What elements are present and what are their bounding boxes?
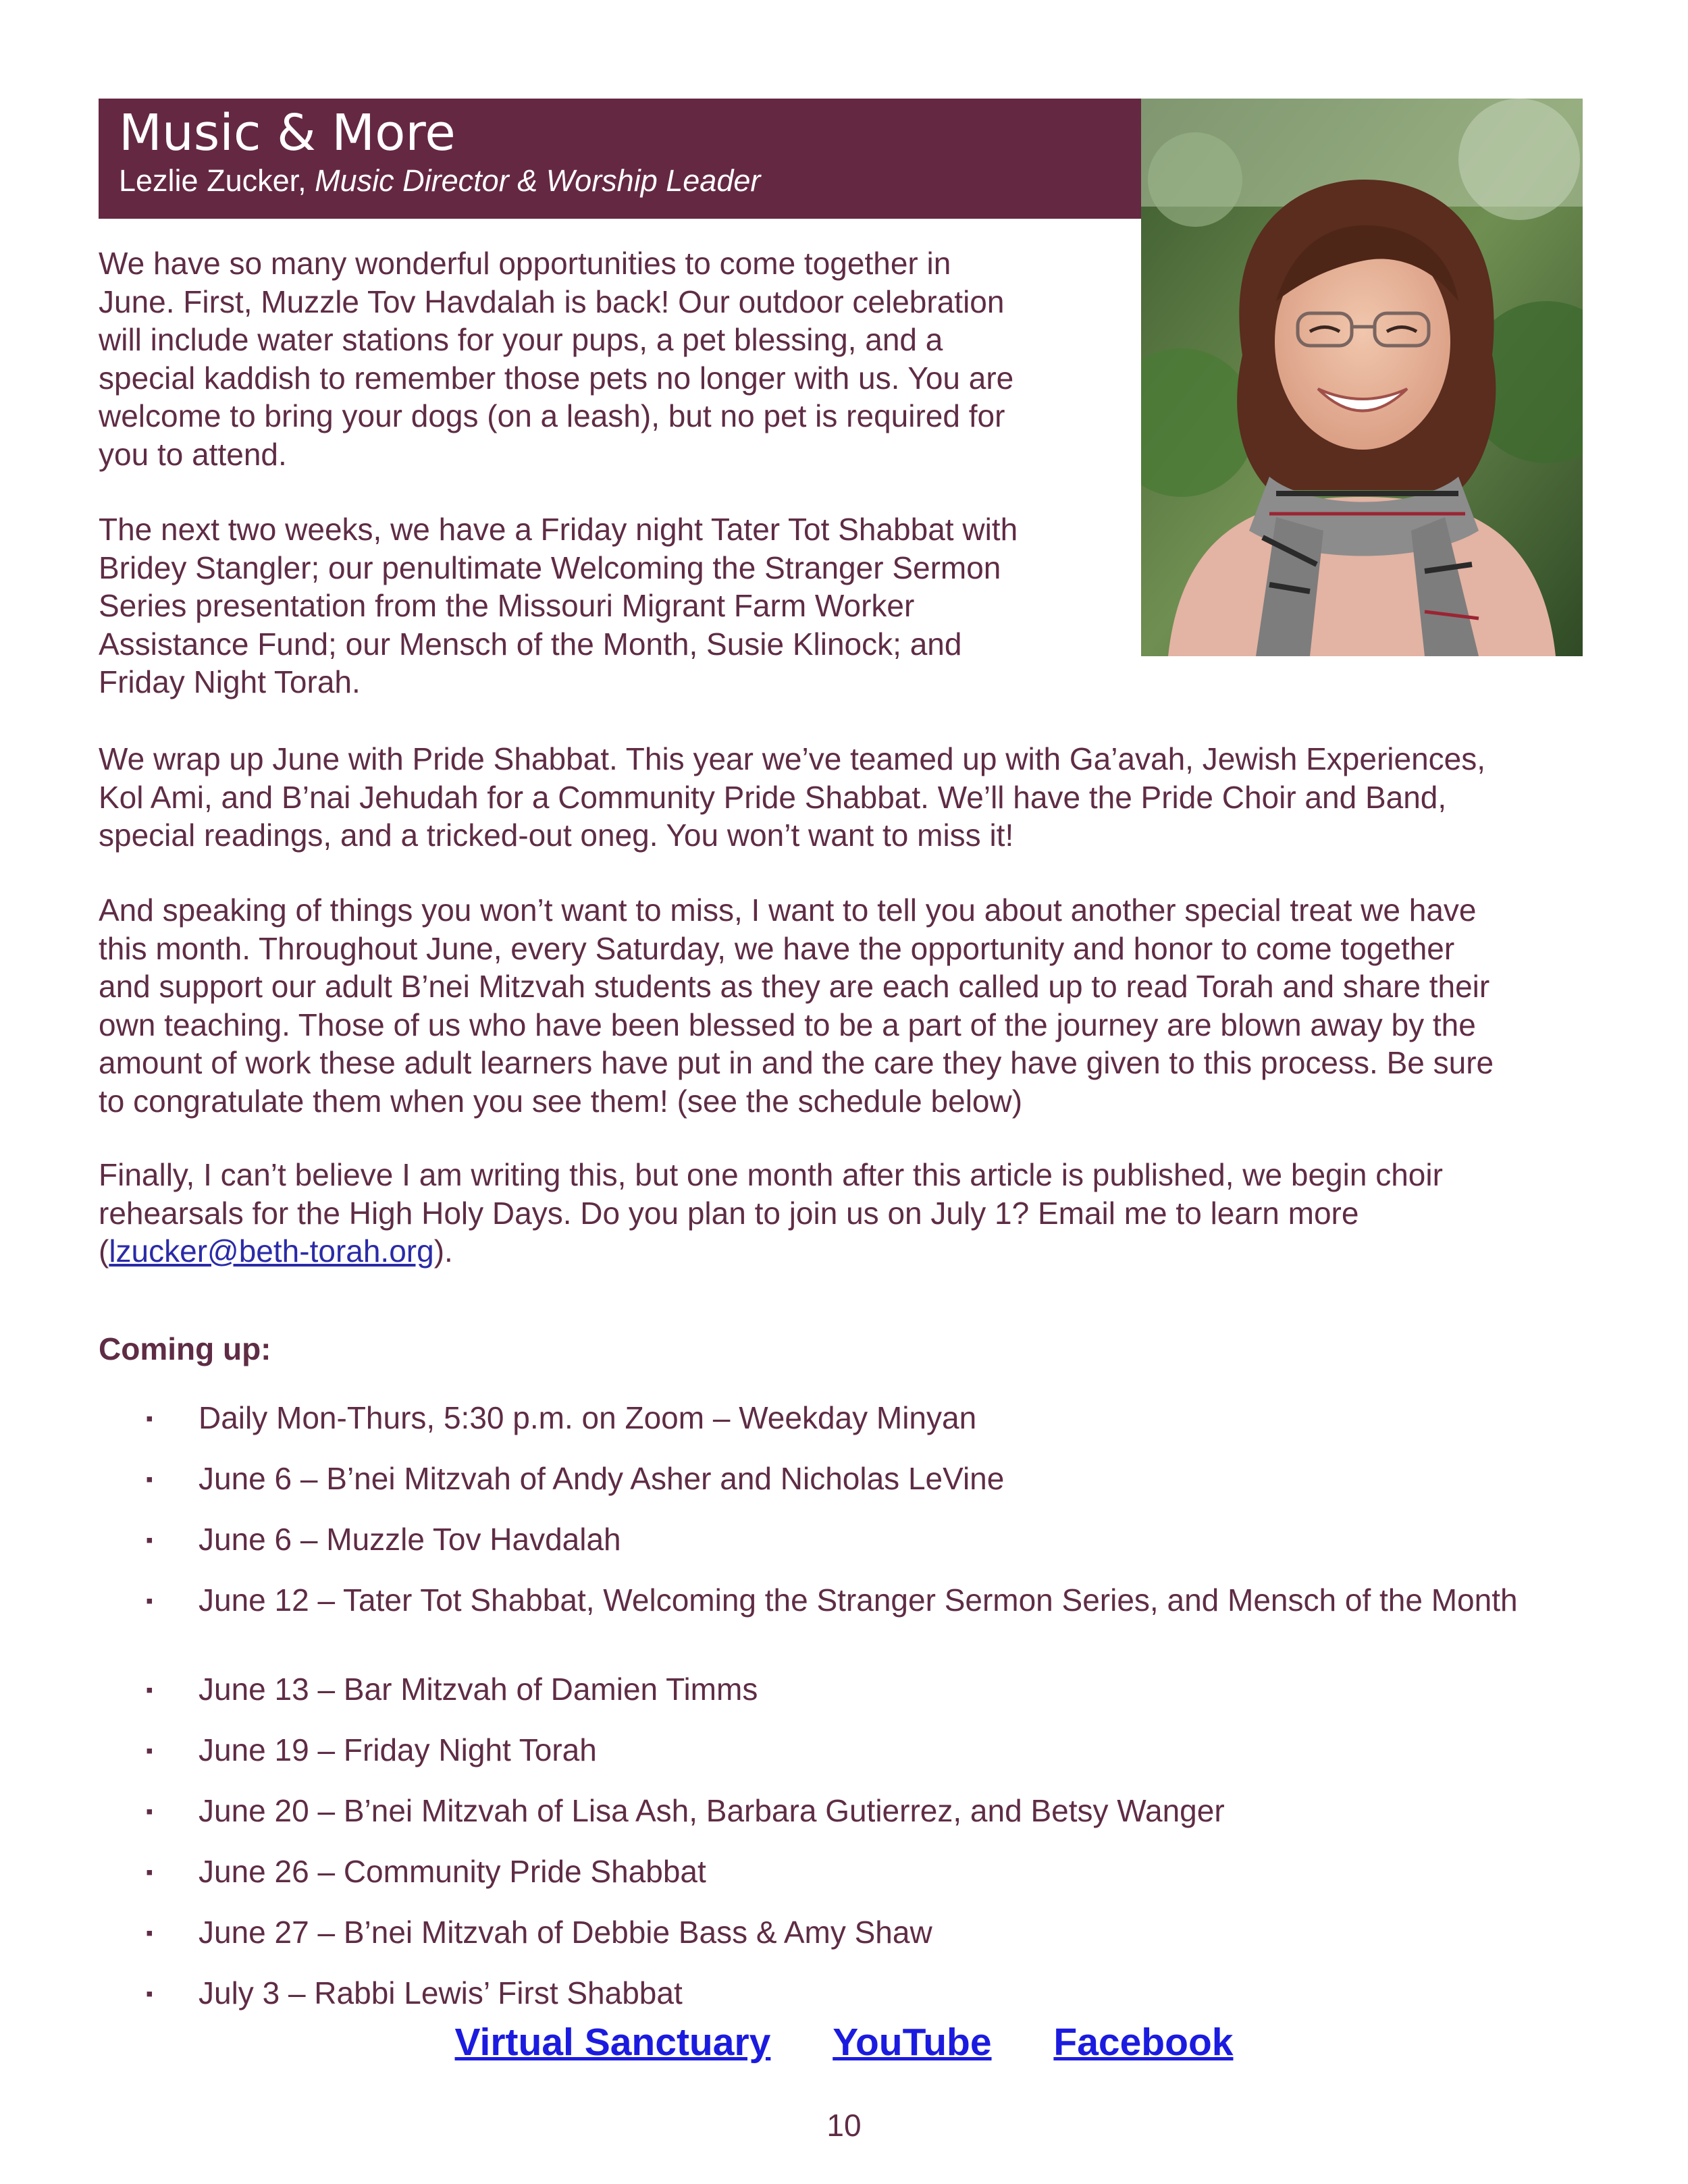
paragraph-1 [99, 244, 1013, 473]
paragraph-2 [99, 510, 1018, 701]
author-byline [119, 162, 760, 200]
coming-up-heading: Coming up: [99, 1331, 271, 1366]
paragraph-line: Finally, I can’t believe I am writing this, but one month after this article is published, we begin choir [99, 1157, 1443, 1192]
email-close-paren: ). [433, 1233, 453, 1269]
paragraph-line: welcome to bring your dogs (on a leash), but no pet is required for [99, 398, 1005, 433]
paragraph-line: this month. Throughout June, every Saturday, we have the opportunity and honor to come together [99, 930, 1455, 966]
paragraph-line: And speaking of things you won’t want to miss, I want to tell you about another special treat we have [99, 893, 1477, 928]
email-open-paren: ( [99, 1233, 109, 1269]
event-text: June 13 – Bar Mitzvah of Damien Timms [199, 1672, 758, 1707]
paragraph-line: Friday Night Torah. [99, 664, 361, 699]
bullet-square-icon: ▪ [146, 1679, 153, 1701]
bullet-square-icon: ▪ [146, 1801, 153, 1823]
event-text: June 20 – B’nei Mitzvah of Lisa Ash, Barbara Gutierrez, and Betsy Wanger [199, 1793, 1225, 1828]
event-text: June 6 – Muzzle Tov Havdalah [199, 1522, 621, 1557]
paragraph-line: The next two weeks, we have a Friday night Tater Tot Shabbat with [99, 512, 1018, 547]
youtube-link[interactable]: YouTube [833, 2021, 992, 2064]
event-text: June 26 – Community Pride Shabbat [199, 1854, 706, 1889]
facebook-link[interactable]: Facebook [1053, 2021, 1234, 2064]
author-role: Music Director & Worship Leader [315, 163, 761, 198]
paragraph-3 [99, 740, 1485, 855]
paragraph-line: We wrap up June with Pride Shabbat. This year we’ve teamed up with Ga’avah, Jewish Experiences, [99, 741, 1486, 776]
event-text: Daily Mon-Thurs, 5:30 p.m. on Zoom – Weekday Minyan [199, 1400, 977, 1435]
event-text: June 12 – Tater Tot Shabbat, Welcoming the Stranger Sermon Series, and Mensch of the Month [199, 1582, 1518, 1618]
paragraph-4 [99, 891, 1494, 1120]
bullet-square-icon: ▪ [146, 1529, 153, 1551]
event-text: July 3 – Rabbi Lewis’ First Shabbat [199, 1975, 683, 2010]
paragraph-line: special kaddish to remember those pets no longer with us. You are [99, 360, 1014, 396]
paragraph-line: to congratulate them when you see them! (see the schedule below) [99, 1083, 1023, 1119]
bullet-square-icon: ▪ [146, 1740, 153, 1762]
event-text: June 6 – B’nei Mitzvah of Andy Asher and Nicholas LeVine [199, 1461, 1005, 1496]
paragraph-line: will include water stations for your pups, a pet blessing, and a [99, 322, 943, 357]
bullet-square-icon: ▪ [146, 1468, 153, 1491]
section-header [99, 99, 1141, 219]
bullet-square-icon: ▪ [146, 1983, 153, 2005]
event-text: June 19 – Friday Night Torah [199, 1732, 597, 1767]
paragraph-line: Kol Ami, and B’nai Jehudah for a Community Pride Shabbat. We’ll have the Pride Choir and Band, [99, 779, 1447, 815]
paragraph-line: amount of work these adult learners have put in and the care they have given to this process. Be sure [99, 1045, 1494, 1080]
paragraph-line: Assistance Fund; our Mensch of the Month, Susie Klinock; and [99, 626, 962, 662]
event-text: June 27 – B’nei Mitzvah of Debbie Bass & Amy Shaw [199, 1915, 932, 1950]
email-link[interactable]: lzucker@beth-torah.org [109, 1233, 434, 1269]
paragraph-line: and support our adult B’nei Mitzvah students as they are each called up to read Torah and share their [99, 969, 1490, 1004]
links-row [0, 2019, 1688, 2066]
paragraph-line-email [99, 1232, 1443, 1271]
portrait-photo [1141, 99, 1583, 656]
paragraph-line: Bridey Stangler; our penultimate Welcoming the Stranger Sermon [99, 550, 1001, 585]
page-number: 10 [826, 2108, 862, 2143]
bullet-square-icon: ▪ [146, 1590, 153, 1612]
virtual-sanctuary-link[interactable]: Virtual Sanctuary [454, 2021, 771, 2064]
bullet-square-icon: ▪ [146, 1408, 153, 1430]
portrait-photo-image [1141, 99, 1583, 656]
bullet-square-icon: ▪ [146, 1922, 153, 1944]
section-title: Music & More [119, 104, 456, 162]
paragraph-line: rehearsals for the High Holy Days. Do you plan to join us on July 1? Email me to learn more [99, 1195, 1359, 1231]
paragraph-line: own teaching. Those of us who have been blessed to be a part of the journey are blown away by the [99, 1007, 1476, 1042]
paragraph-line: We have so many wonderful opportunities to come together in [99, 246, 951, 281]
paragraph-line: June. First, Muzzle Tov Havdalah is back! Our outdoor celebration [99, 284, 1005, 319]
paragraph-line: Series presentation from the Missouri Migrant Farm Worker [99, 588, 915, 623]
bullet-square-icon: ▪ [146, 1861, 153, 1884]
author-name: Lezlie Zucker, [119, 163, 307, 198]
paragraph-line: you to attend. [99, 436, 287, 472]
paragraph-line: special readings, and a tricked-out oneg. You won’t want to miss it! [99, 818, 1014, 853]
paragraph-5 [99, 1156, 1443, 1271]
